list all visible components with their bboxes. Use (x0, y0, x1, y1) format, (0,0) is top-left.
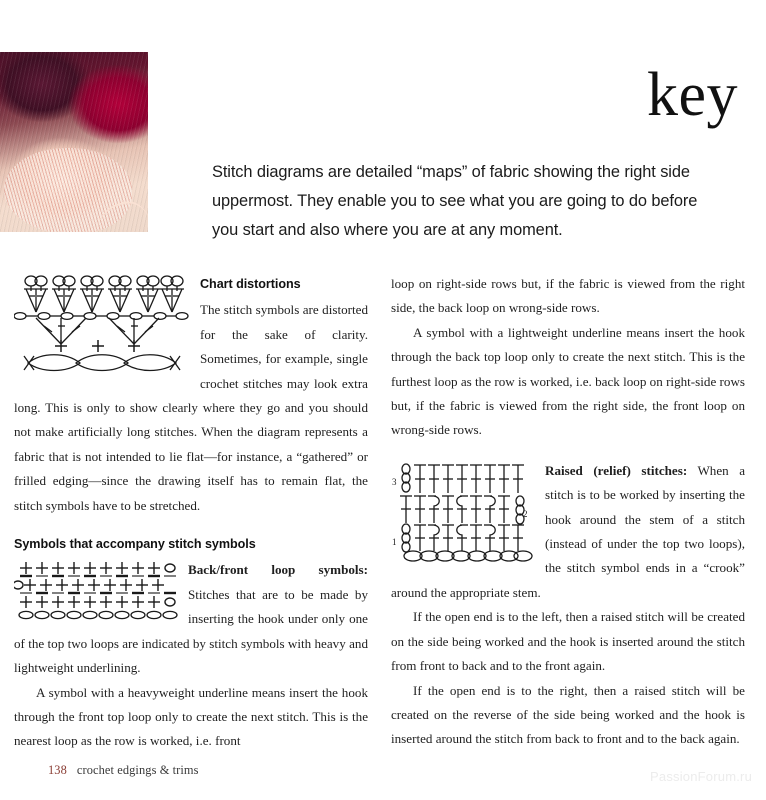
row-label-3: 3 (392, 476, 397, 487)
right-column (391, 272, 745, 752)
raised-relief-stitch-diagram (391, 461, 535, 565)
paragraph-raised-stitches-text: When a stitch is to be worked by inserting the hook around the stem of a stitch (instead of under the top two loops), the stitch symbol ends in a “crook” around the appropriate stem. (391, 462, 746, 600)
page-number: 138 (48, 763, 67, 777)
paragraph-lightweight-underline: A symbol with a lightweight underline means insert the hook through the back top loop only to create the next stitch. This is the furthest loop as the row is worked, i.e. back loop on right-side rows but, if the fabric is viewed from the right side, the front loop on wrong-side rows. (391, 324, 745, 438)
runin-back-front-loop: Back/front loop symbols: (188, 562, 368, 578)
row-label-1: 1 (392, 536, 397, 547)
footer (48, 763, 199, 778)
paragraph-chart-distortions: The stitch symbols are distorted for the sake of clarity. Sometimes, for example, single crochet stitches may look extra long. This is only to show clearly where they go and you should not make artificially long stitches. When the diagram represents a fabric that is not intended to lie flat—for instance, a “gathered” or frilled edging—since the drawing itself has to remain flat, the stitch symbols have to be stretched. (14, 302, 368, 513)
book-title: crochet edgings & trims (76, 763, 199, 777)
runin-raised-relief: Raised (relief) stitches: (545, 462, 688, 478)
heading-symbols-accompany: Symbols that accompany stitch symbols (14, 537, 256, 552)
paragraph-loop-symbols-text: Stitches that are to be made by inserting the hook under only one of the top two loops are indicated by stitch symbols with heavy and lightweight underlining. (14, 586, 368, 676)
spacer (391, 443, 745, 459)
heading-chart-distortions: Chart distortions (200, 277, 301, 291)
row-label-2: 2 (523, 508, 528, 519)
back-front-loop-symbol-grid (14, 560, 178, 622)
intro-paragraph: Stitch diagrams are detailed “maps” of fabric showing the right side uppermost. They enable you to see what you are going to do before you start and also where you are at any moment. (212, 163, 698, 239)
paragraph-open-end-right: If the open end is to the right, then a raised stitch will be created on the reverse of the side being worked and the hook is inserted around the stitch from back to front and to the back again. (391, 682, 745, 747)
left-column (14, 272, 368, 754)
paragraph-front-loop-continued: loop on right-side rows but, if the fabric is viewed from the right side, the back loop on wrong-side rows. (391, 276, 745, 316)
paragraph-open-end-left: If the open end is to the left, then a raised stitch will be created on the side being worked and the hook is inserted around the stitch from front to back and to the front again. (391, 609, 745, 674)
watermark: PassionForum.ru (650, 769, 752, 784)
paragraph-heavyweight-underline: A symbol with a heavyweight underline means insert the hook through the front top loop only to create the next stitch. This is the nearest loop as the row is worked, i.e. front (14, 684, 368, 749)
page-title: key (646, 61, 738, 129)
yarn-photo (0, 52, 148, 232)
shell-edging-stitch-diagram (14, 274, 190, 372)
spacer (14, 518, 368, 532)
